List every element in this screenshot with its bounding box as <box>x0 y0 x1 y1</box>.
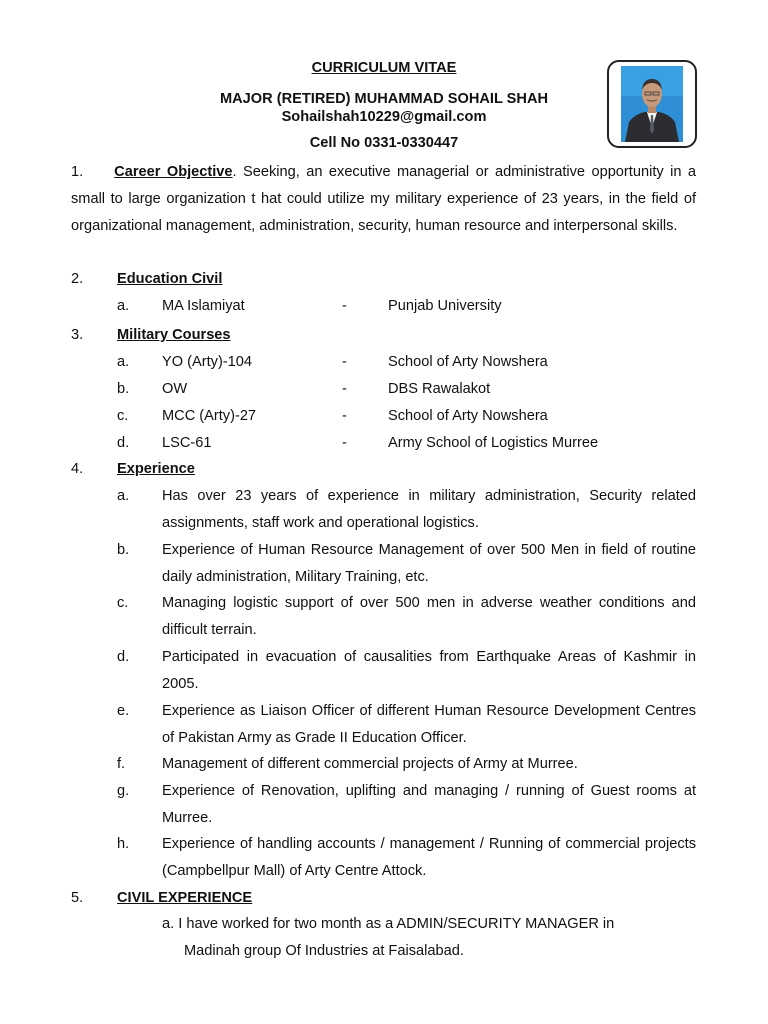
item-text: Experience of handling accounts / management / Running of commercial projects (Campbellpur Mall) of Arty Centre Attock. <box>162 836 696 879</box>
item-letter: f. <box>117 756 126 772</box>
course-title: OW <box>162 381 188 397</box>
row-letter: a. <box>117 298 130 314</box>
item-text: Management of different commercial projects of Army at Murree. <box>162 756 578 772</box>
civil-experience-heading: CIVIL EXPERIENCE <box>117 890 253 906</box>
item-text: Has over 23 years of experience in military administration, Security related assignments, staff work and operational logistics. <box>162 488 696 531</box>
course-institution: School of Arty Nowshera <box>388 408 548 424</box>
institution: Punjab University <box>388 298 502 314</box>
item-letter: h. <box>117 836 130 852</box>
degree-title: MA Islamiyat <box>162 298 245 314</box>
civil-experience-item <box>162 911 696 965</box>
career-objective <box>71 159 696 240</box>
item-letter: a. <box>117 488 130 504</box>
course-title: MCC (Arty)-27 <box>162 408 257 424</box>
course-title: LSC-61 <box>162 435 212 451</box>
item-text: Experience as Liaison Officer of different Human Resource Development Centres of Pakistan Army as Grade II Education Officer. <box>162 703 696 746</box>
section-number: 4. <box>71 461 84 477</box>
item-letter: d. <box>117 649 130 665</box>
row-letter: a. <box>117 354 130 370</box>
career-objective-text: . Seeking, an executive managerial or administrative opportunity in a small to large organization t hat could utilize my military experience of 23 years, in the field of organizational management, administration, security, human resource and interpersonal skills. <box>71 164 696 234</box>
row-letter: d. <box>117 435 130 451</box>
row-dash: - <box>342 435 347 451</box>
portrait-image <box>621 66 683 142</box>
item-letter: c. <box>117 595 129 611</box>
candidate-cell: Cell No 0331-0330447 <box>309 135 459 151</box>
experience-heading: Experience <box>117 461 195 477</box>
section-number: 1. <box>71 164 84 180</box>
career-objective-heading: Career Objective <box>114 164 233 180</box>
row-dash: - <box>342 408 347 424</box>
section-number: 3. <box>71 327 84 343</box>
profile-photo <box>607 60 697 148</box>
item-letter: e. <box>117 703 130 719</box>
course-row <box>0 376 768 403</box>
military-courses-heading: Military Courses <box>117 327 231 343</box>
section-number: 5. <box>71 890 84 906</box>
item-text: Participated in evacuation of causalities from Earthquake Areas of Kashmir in 2005. <box>162 649 696 692</box>
item-letter: b. <box>117 542 130 558</box>
education-row <box>0 293 768 320</box>
course-row <box>0 349 768 376</box>
item-text: Experience of Human Resource Management of over 500 Men in field of routine daily administration, Military Training, etc. <box>162 542 696 585</box>
course-row <box>0 430 768 457</box>
row-dash: - <box>342 381 347 397</box>
course-title: YO (Arty)-104 <box>162 354 253 370</box>
course-institution: School of Arty Nowshera <box>388 354 548 370</box>
civil-line-1: a. I have worked for two month as a ADMIN/SECURITY MANAGER in <box>162 916 615 932</box>
row-dash: - <box>342 354 347 370</box>
cv-title: CURRICULUM VITAE <box>311 60 457 76</box>
item-letter: g. <box>117 783 130 799</box>
candidate-email: Sohailshah10229@gmail.com <box>281 109 487 125</box>
course-institution: DBS Rawalakot <box>388 381 491 397</box>
item-text: Managing logistic support of over 500 men in adverse weather conditions and difficult terrain. <box>162 595 696 638</box>
row-letter: b. <box>117 381 130 397</box>
row-letter: c. <box>117 408 129 424</box>
education-heading: Education Civil <box>117 271 223 287</box>
item-text: Experience of Renovation, uplifting and managing / running of Guest rooms at Murree. <box>162 783 696 826</box>
row-dash: - <box>342 298 347 314</box>
candidate-name: MAJOR (RETIRED) MUHAMMAD SOHAIL SHAH <box>219 91 549 107</box>
course-institution: Army School of Logistics Murree <box>388 435 599 451</box>
course-row <box>0 403 768 430</box>
civil-line-2: Madinah group Of Industries at Faisalabad. <box>184 943 464 959</box>
section-number: 2. <box>71 271 84 287</box>
